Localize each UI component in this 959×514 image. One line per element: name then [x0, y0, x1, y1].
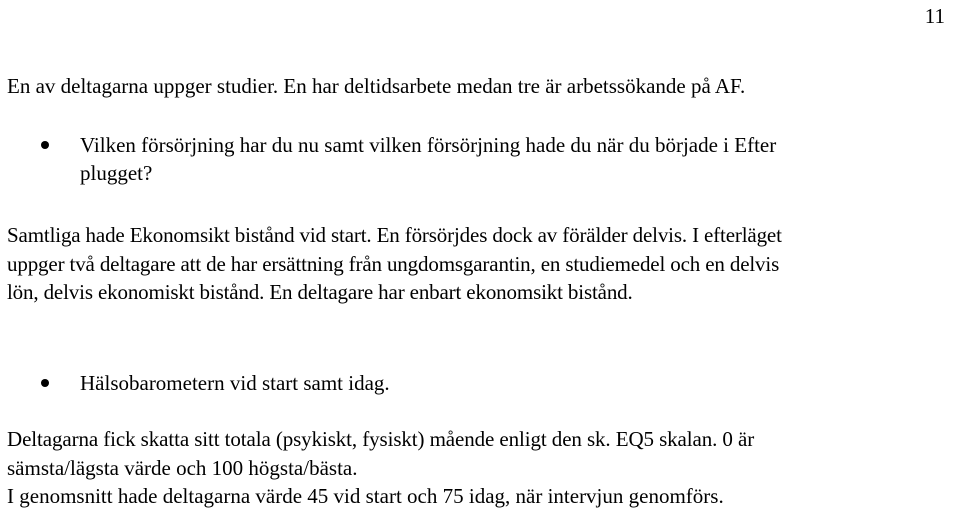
paragraph-eq5-line2: sämsta/lägsta värde och 100 högsta/bästa.: [7, 456, 358, 480]
bullet-halsobarometern: Hälsobarometern vid start samt idag.: [80, 371, 390, 395]
paragraph-eq5-line3: I genomsnitt hade deltagarna värde 45 vid start och 75 idag, när intervjun genomförs.: [7, 484, 724, 508]
paragraph-deltagare-sysselsattning: En av deltagarna uppger studier. En har deltidsarbete medan tre är arbetssökande på AF.: [7, 74, 746, 98]
page-number: 11: [924, 4, 945, 28]
paragraph-forsorjning-line2: uppger två deltagare att de har ersättning från ungdomsgarantin, en studiemedel och en delvis: [7, 252, 780, 276]
bullet-question-forsorjning-line2: plugget?: [80, 161, 153, 185]
paragraph-eq5-line1: Deltagarna fick skatta sitt totala (psykiskt, fysiskt) mående enligt den sk. EQ5 skalan. 0 är: [7, 427, 755, 451]
paragraph-forsorjning-line3: lön, delvis ekonomiskt bistånd. En deltagare har enbart ekonomsikt bistånd.: [7, 280, 633, 304]
bullet-question-forsorjning-line1: Vilken försörjning har du nu samt vilken försörjning hade du när du började i Efter: [80, 133, 777, 157]
bullet-point-icon: [41, 141, 49, 149]
paragraph-forsorjning-line1: Samtliga hade Ekonomsikt bistånd vid start. En försörjdes dock av förälder delvis. I efterläget: [7, 223, 782, 247]
bullet-point-icon: [41, 379, 49, 387]
